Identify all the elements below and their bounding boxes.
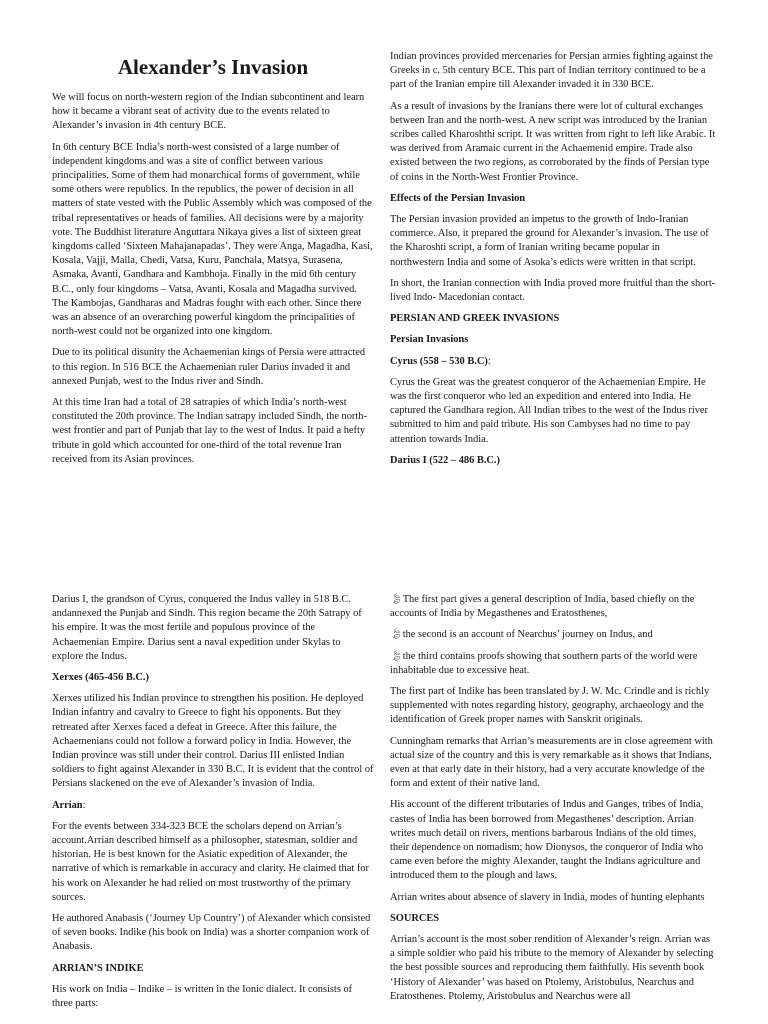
leaf-bullet-icon: 🍃︎ (390, 594, 403, 605)
paragraph: His work on India – Indike – is written in the Ionic dialect. It consists of three parts: (52, 983, 353, 1010)
paragraph: In 6th century BCE India’s north-west consisted of a large number of independent kingdoms and was a site of conflict between various principalities. Some of them had monarchical forms of government, while some others were republics. In the republics, the power of decision in all matters of state vested with the Public Assembly which was composed of the tribal representatives or heads of families. All decisions were by a majority vote. The Buddhist literature Anguttara Nikaya gives a list of sixteen great kingdoms called ‘Sixteen Mahajanapadas’. They were Anga, Magadha, Kasi, Kosala, Vajji, Malla, Chedi, Vatsa, Kuru, Panchala, Matsya, Surasena, Asmaka, Avanti, Gandhara and Kambhoja. Finally in the mid 6th century B.C., only four kingdoms – Vatsa, Avanti, Kosala and Magadha survived. The Kambojas, Gandharas and Madras fought with each other. Since there was an absence of an overarching powerful kingdom the principalities of north-west could not be organized into one kingdom. (52, 141, 373, 338)
bullet-item (390, 593, 716, 621)
bullet-item (390, 650, 716, 678)
section-heading: PERSIAN AND GREEK INVASIONS (390, 313, 560, 325)
bullet-text: The first part gives a general description of India, based chiefly on the accounts of India by Megasthenes and Eratosthenes, (390, 594, 695, 620)
bullet-text: the second is an account of Nearchus’ journey on Indus, and (402, 629, 653, 641)
bullet-item (390, 628, 716, 642)
section-heading: Darius I (522 – 486 B.C.) (390, 454, 500, 466)
page1-right-column (390, 50, 716, 475)
page-title: Alexander’s Invasion (117, 55, 309, 79)
paragraph: As a result of invasions by the Iranians there were lot of cultural exchanges between Iran and the north-west. A new script was introduced by the Iranian scribes called Kharoshthi script. It was written from right to left like Arabic. It was derived from Aramaic current in the Achaemenid empire. Trade also existed between the two regions, as corroborated by the finds of Persian type of coins in the North-West Frontier Province. (390, 100, 716, 183)
page1-left-column (52, 50, 374, 474)
paragraph: Indian provinces provided mercenaries for Persian armies fighting against the Greeks in c. 5th century BCE. This part of Indian territory continued to be a part of the Iranian empire till Alexander invaded it in 330 BCE. (390, 51, 713, 91)
paragraph: His account of the different tributaries of Indus and Ganges, tribes of India, castes of India has been borrowed from Megasthenes’ description. Arrian writes much detail on rivers, mentions barbarous Indians of the old times, their dependence on nomadism; how Dionysos, the conqueror of India who came even before the mighty Alexander, taught the Indians agriculture and introduced them to the plough and laws. (390, 799, 704, 882)
section-heading: Xerxes (465-456 B.C.) (52, 672, 149, 684)
paragraph: In short, the Iranian connection with India proved more fruitful than the short-lived Indo- Macedonian contact. (390, 277, 716, 304)
bullet-text: the third contains proofs showing that southern parts of the world were inhabitable due to excessive heat. (390, 650, 698, 676)
section-heading (390, 355, 716, 369)
paragraph: Arrian’s account is the most sober rendition of Alexander’s reign. Arrian was a simple soldier who paid his tribute to the memory of Alexander by selecting the best possible sources and reproducing them faithfully. His seventh book ‘History of Alexander’ was based on Ptolemy, Aristobulus, Nearchus and Eratosthenes. Ptolemy, Aristobulus and Nearchus were all (390, 934, 714, 1002)
page2-right-column (390, 593, 716, 1011)
heading-colon: : (82, 799, 86, 811)
paragraph: At this time Iran had a total of 28 satrapies of which India’s north-west constituted the 20th province. The Indian satrapy included Sindh, the north-west frontier and part of Punjab that lay to the west of Indus. It paid a hefty tribute in gold which accounted for one-third of the total revenue Iran received from its Asian provinces. (52, 397, 367, 465)
section-heading (52, 799, 374, 813)
paragraph: Due to its political disunity the Achaemenian kings of Persia were attracted to this region. In 516 BCE the Achaemenian ruler Darius invaded it and annexed Punjab, west to the Indus river and Sindh. (52, 347, 366, 387)
section-heading: Effects of the Persian Invasion (390, 192, 526, 204)
leaf-bullet-icon: 🍃︎ (390, 629, 403, 641)
paragraph: Cyrus the Great was the greatest conqueror of the Achaemenian Empire. He was the first conqueror who led an expedition and entered into India. He captured the Gandhara region. All Indian tribes to the west of the Indus river submitted to him and paid tribute. His son Cambyses had no time to pay attention towards India. (390, 376, 708, 445)
paragraph: The first part of Indike has been translated by J. W. Mc. Crindle and is richly supplemented with notes regarding history, geography, archaeology and the identification of Greek proper names with Sanskrit originals. (390, 686, 710, 726)
paragraph: Arrian writes about absence of slavery in India, modes of hunting elephants (390, 891, 705, 903)
paragraph: We will focus on north-western region of the Indian subcontinent and learn how it became a vibrant seat of activity due to the events related to Alexander’s invasion in 4th century BCE. (52, 92, 365, 132)
paragraph: Cunningham remarks that Arrian’s measurements are in close agreement with actual size of the country and this is very remarkable as it shows that Indians, even at that early date in their history, had a very accurate knowledge of the form and extent of their native land. (390, 735, 713, 790)
section-heading: Persian Invasions (390, 334, 469, 346)
leaf-bullet-icon: 🍃︎ (390, 650, 403, 662)
page2-left-column (52, 593, 374, 1018)
heading-colon: : (487, 355, 491, 367)
heading-text: Cyrus (558 – 530 B.C) (390, 355, 488, 367)
paragraph: Darius I, the grandson of Cyrus, conquered the Indus valley in 518 B.C. andannexed the Punjab and Sindh. This region became the 20th Satrapy of his empire. It was the most fertile and populous province of the Achaemenian Empire. Darius sent a naval expedition under Skylas to explore the Indus. (52, 594, 362, 662)
paragraph: The Persian invasion provided an impetus to the growth of Indo-Iranian commerce. Also, it prepared the ground for Alexander’s invasion. The use of the Kharoshti script, a form of Iranian writing became popular in northwestern India and some of Asoka’s edicts were written in that script. (390, 214, 709, 268)
paragraph: For the events between 334-323 BCE the scholars depend on Arrian’s account.Arrian described himself as a philosopher, statesman, soldier and historian. He is best known for the Asiatic expedition of Alexander, the narrative of which is remarkable in accuracy and clarity. He claimed that for his work on Alexander he had relied on most trustworthy of the primary sources. (52, 820, 369, 903)
section-heading: SOURCES (390, 912, 440, 924)
heading-text: Arrian (52, 799, 83, 811)
paragraph: He authored Anabasis (‘Journey Up Country’) of Alexander which consisted of seven books. Indike (his book on India) was a shorter companion work of Anabasis. (52, 913, 371, 953)
section-heading: ARRIAN’S INDIKE (52, 962, 144, 974)
paragraph: Xerxes utilized his Indian province to strengthen his position. He deployed Indian infantry and cavalry to Greece to fight his opponents. But they retreated after Xerxes faced a defeat in Greece. After this failure, the Achaemenians could not follow a forward policy in India. However, the Indian province was still under their control. Darius III enlisted Indian soldiers to fight against Alexander in 330 B.C. It is evident that the control of Persians slackened on the eve of Alexander’s invasion of India. (52, 693, 374, 790)
